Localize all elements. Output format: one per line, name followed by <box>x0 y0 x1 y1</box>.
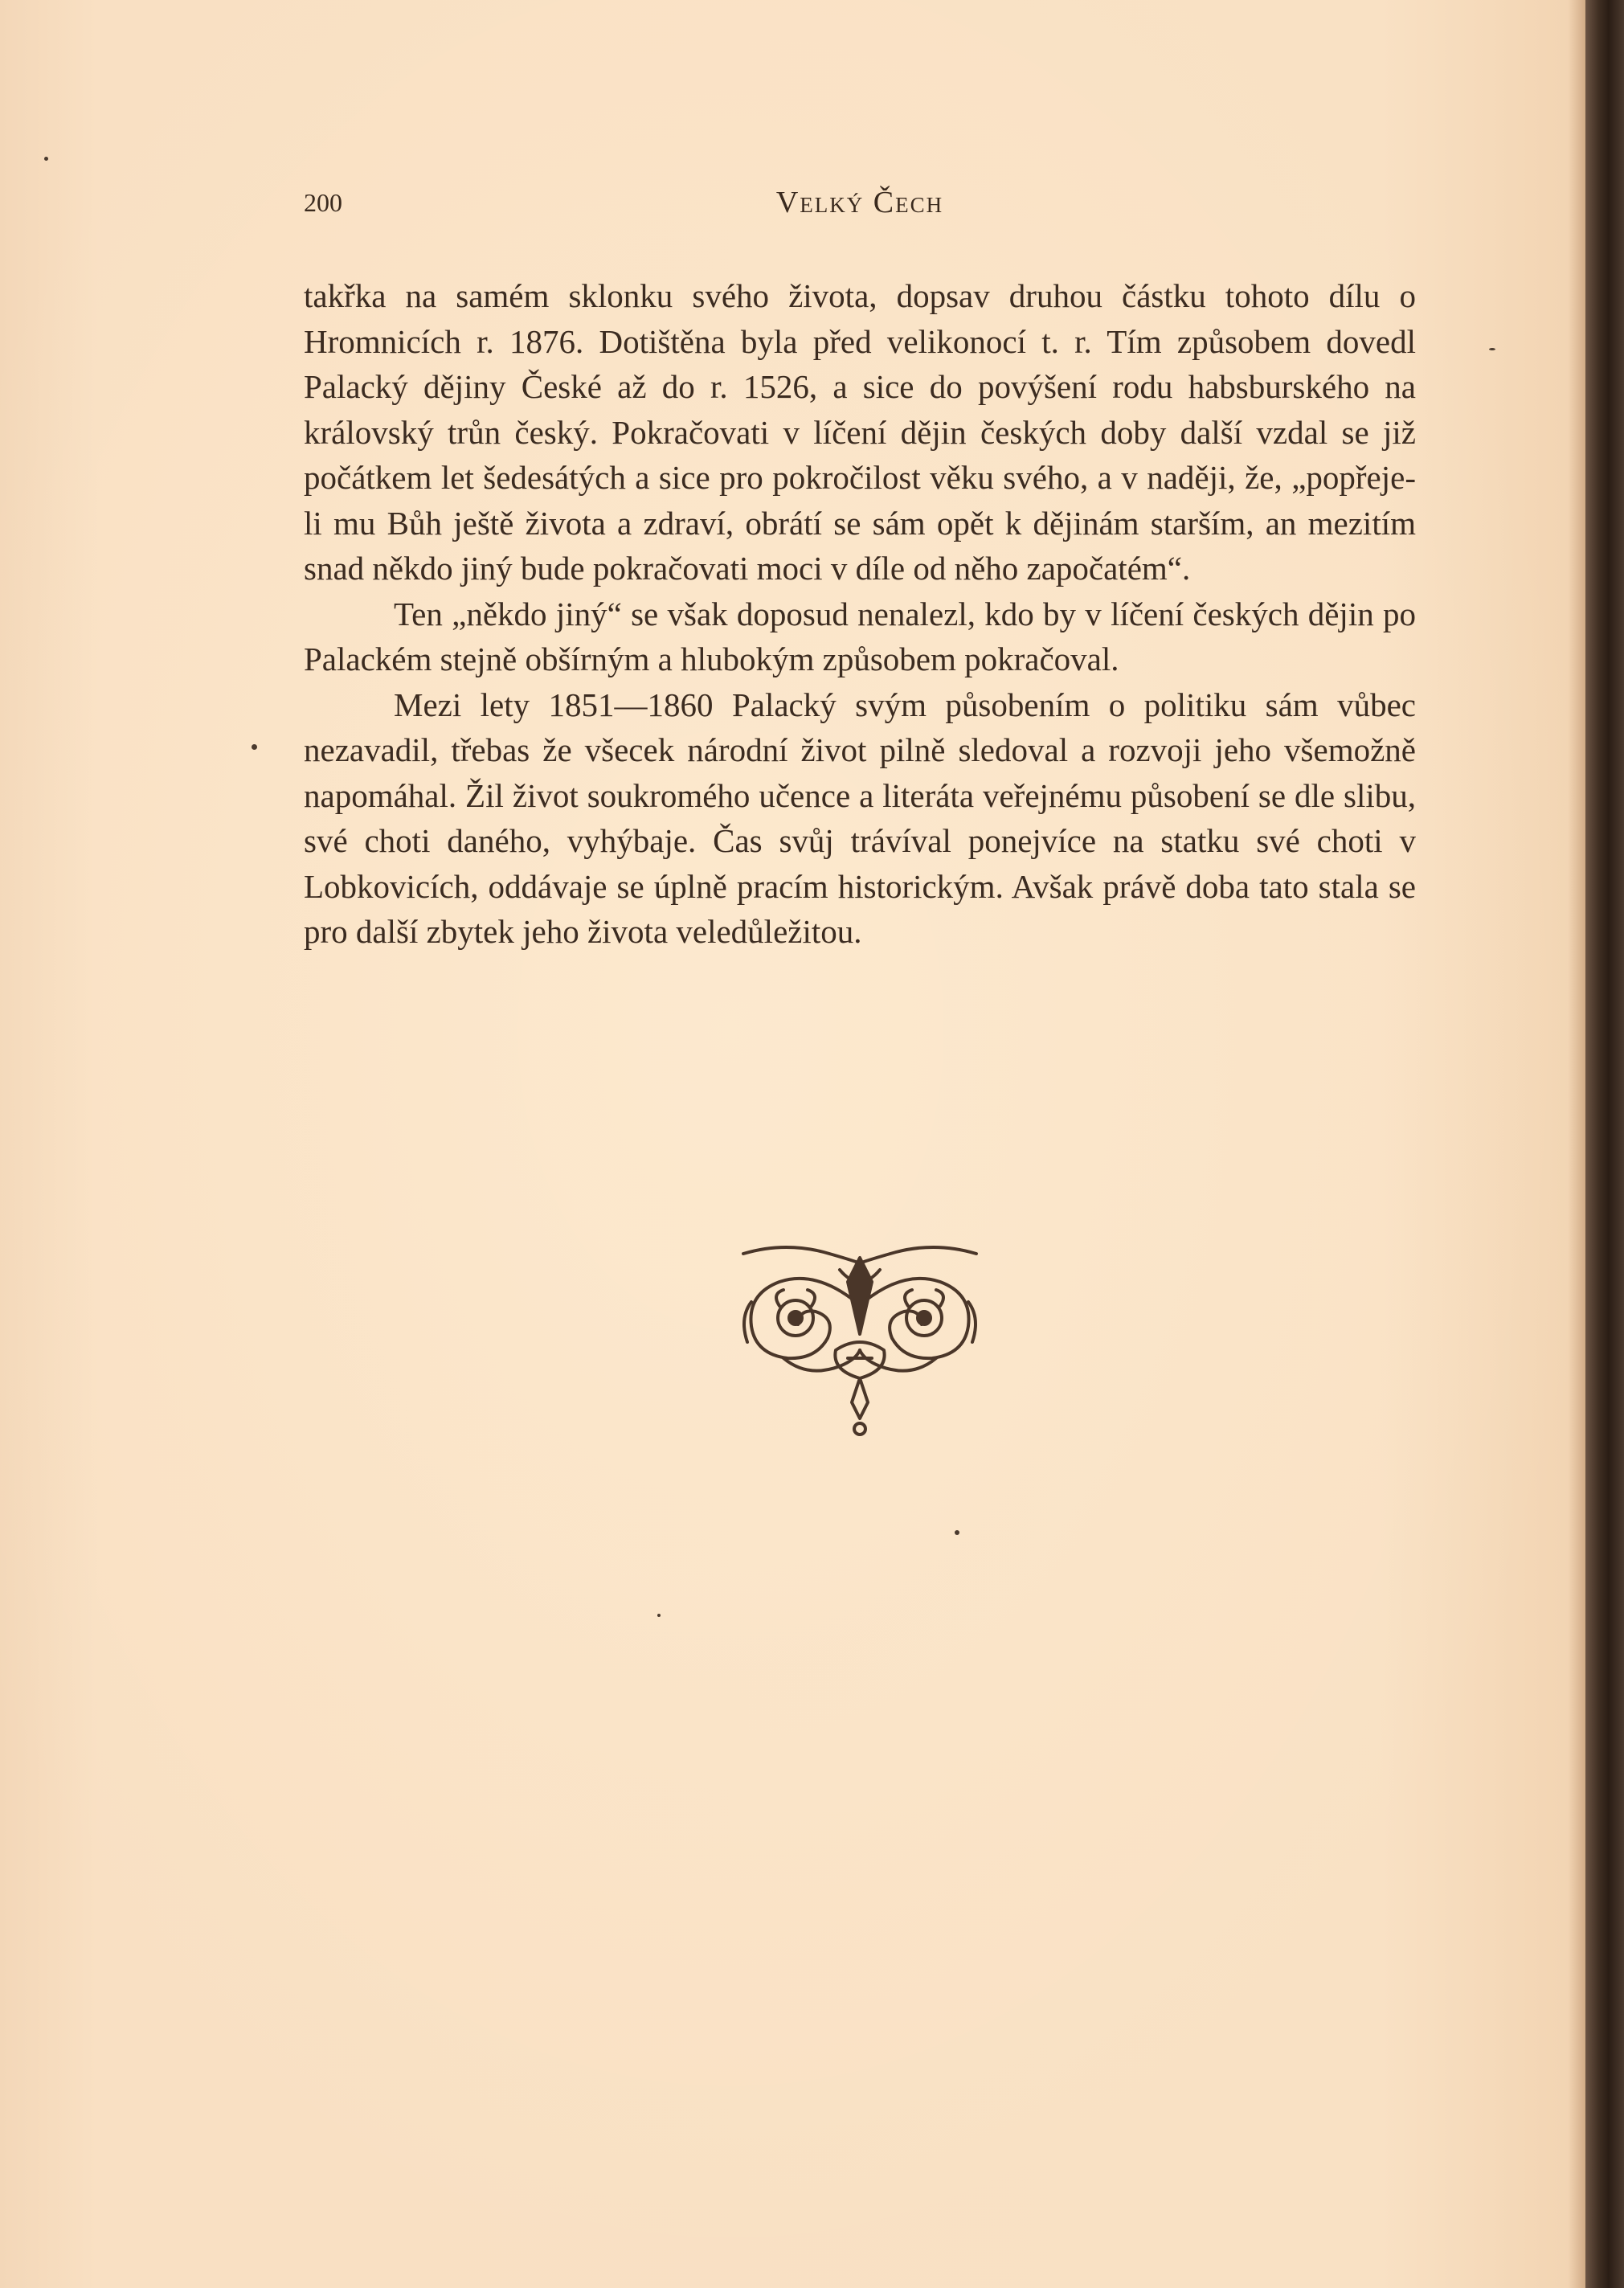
paper-speck <box>955 1530 959 1535</box>
body-text <box>304 273 1416 955</box>
paragraph: takřka na samém sklonku svého života, dopsav druhou částku tohoto dílu o Hromnicích r. 1876. Dotištěna byla před velikonocí t. r. Tím způsobem dovedl Palacký dějiny České až do r. 1526, a sice do povýšení rodu habsburského na královský trůn český. Pokračovati v líčení dějin českých doby další vzdal se již počátkem let šedesátých a sice pro pokročilost věku svého, a v naději, že, „popřeje-li mu Bůh ještě života a zdraví, obrátí se sám opět k dějinám starším, an mezitím snad někdo jiný bude pokračovati moci v díle od něho započatém“. <box>304 277 1416 587</box>
paragraph: Ten „někdo jiný“ se však doposud nenalezl, kdo by v líčení českých dějin po Palackém stejně obšírným a hlubokým způsobem pokračoval. <box>304 595 1416 677</box>
page-edge <box>1585 0 1624 2288</box>
page-number: 200 <box>304 188 342 217</box>
page-header <box>304 185 1416 233</box>
paper-speck <box>657 1614 661 1617</box>
paragraph: Mezi lety 1851—1860 Palacký svým působením o politiku sám vůbec nezavadil, třebas že všecek národní život pilně sledoval a rozvoji jeho všemožně napomáhal. Žil život soukromého učence a literáta veřejnému působení se dle slibu, své choti daného, vyhýbaje. Čas svůj trávíval ponejvíce na statku své choti v Lobkovicích, oddávaje se úplně pracím historickým. Avšak právě doba tato stala se pro další zbytek jeho života veledůležitou. <box>304 686 1416 950</box>
running-title: Velký Čech <box>775 186 944 219</box>
paper-speck <box>1489 348 1495 350</box>
floral-tailpiece-icon <box>735 1238 984 1439</box>
paper-speck <box>44 157 48 161</box>
binding-shadow <box>1568 0 1585 2288</box>
paper-speck <box>252 744 257 750</box>
